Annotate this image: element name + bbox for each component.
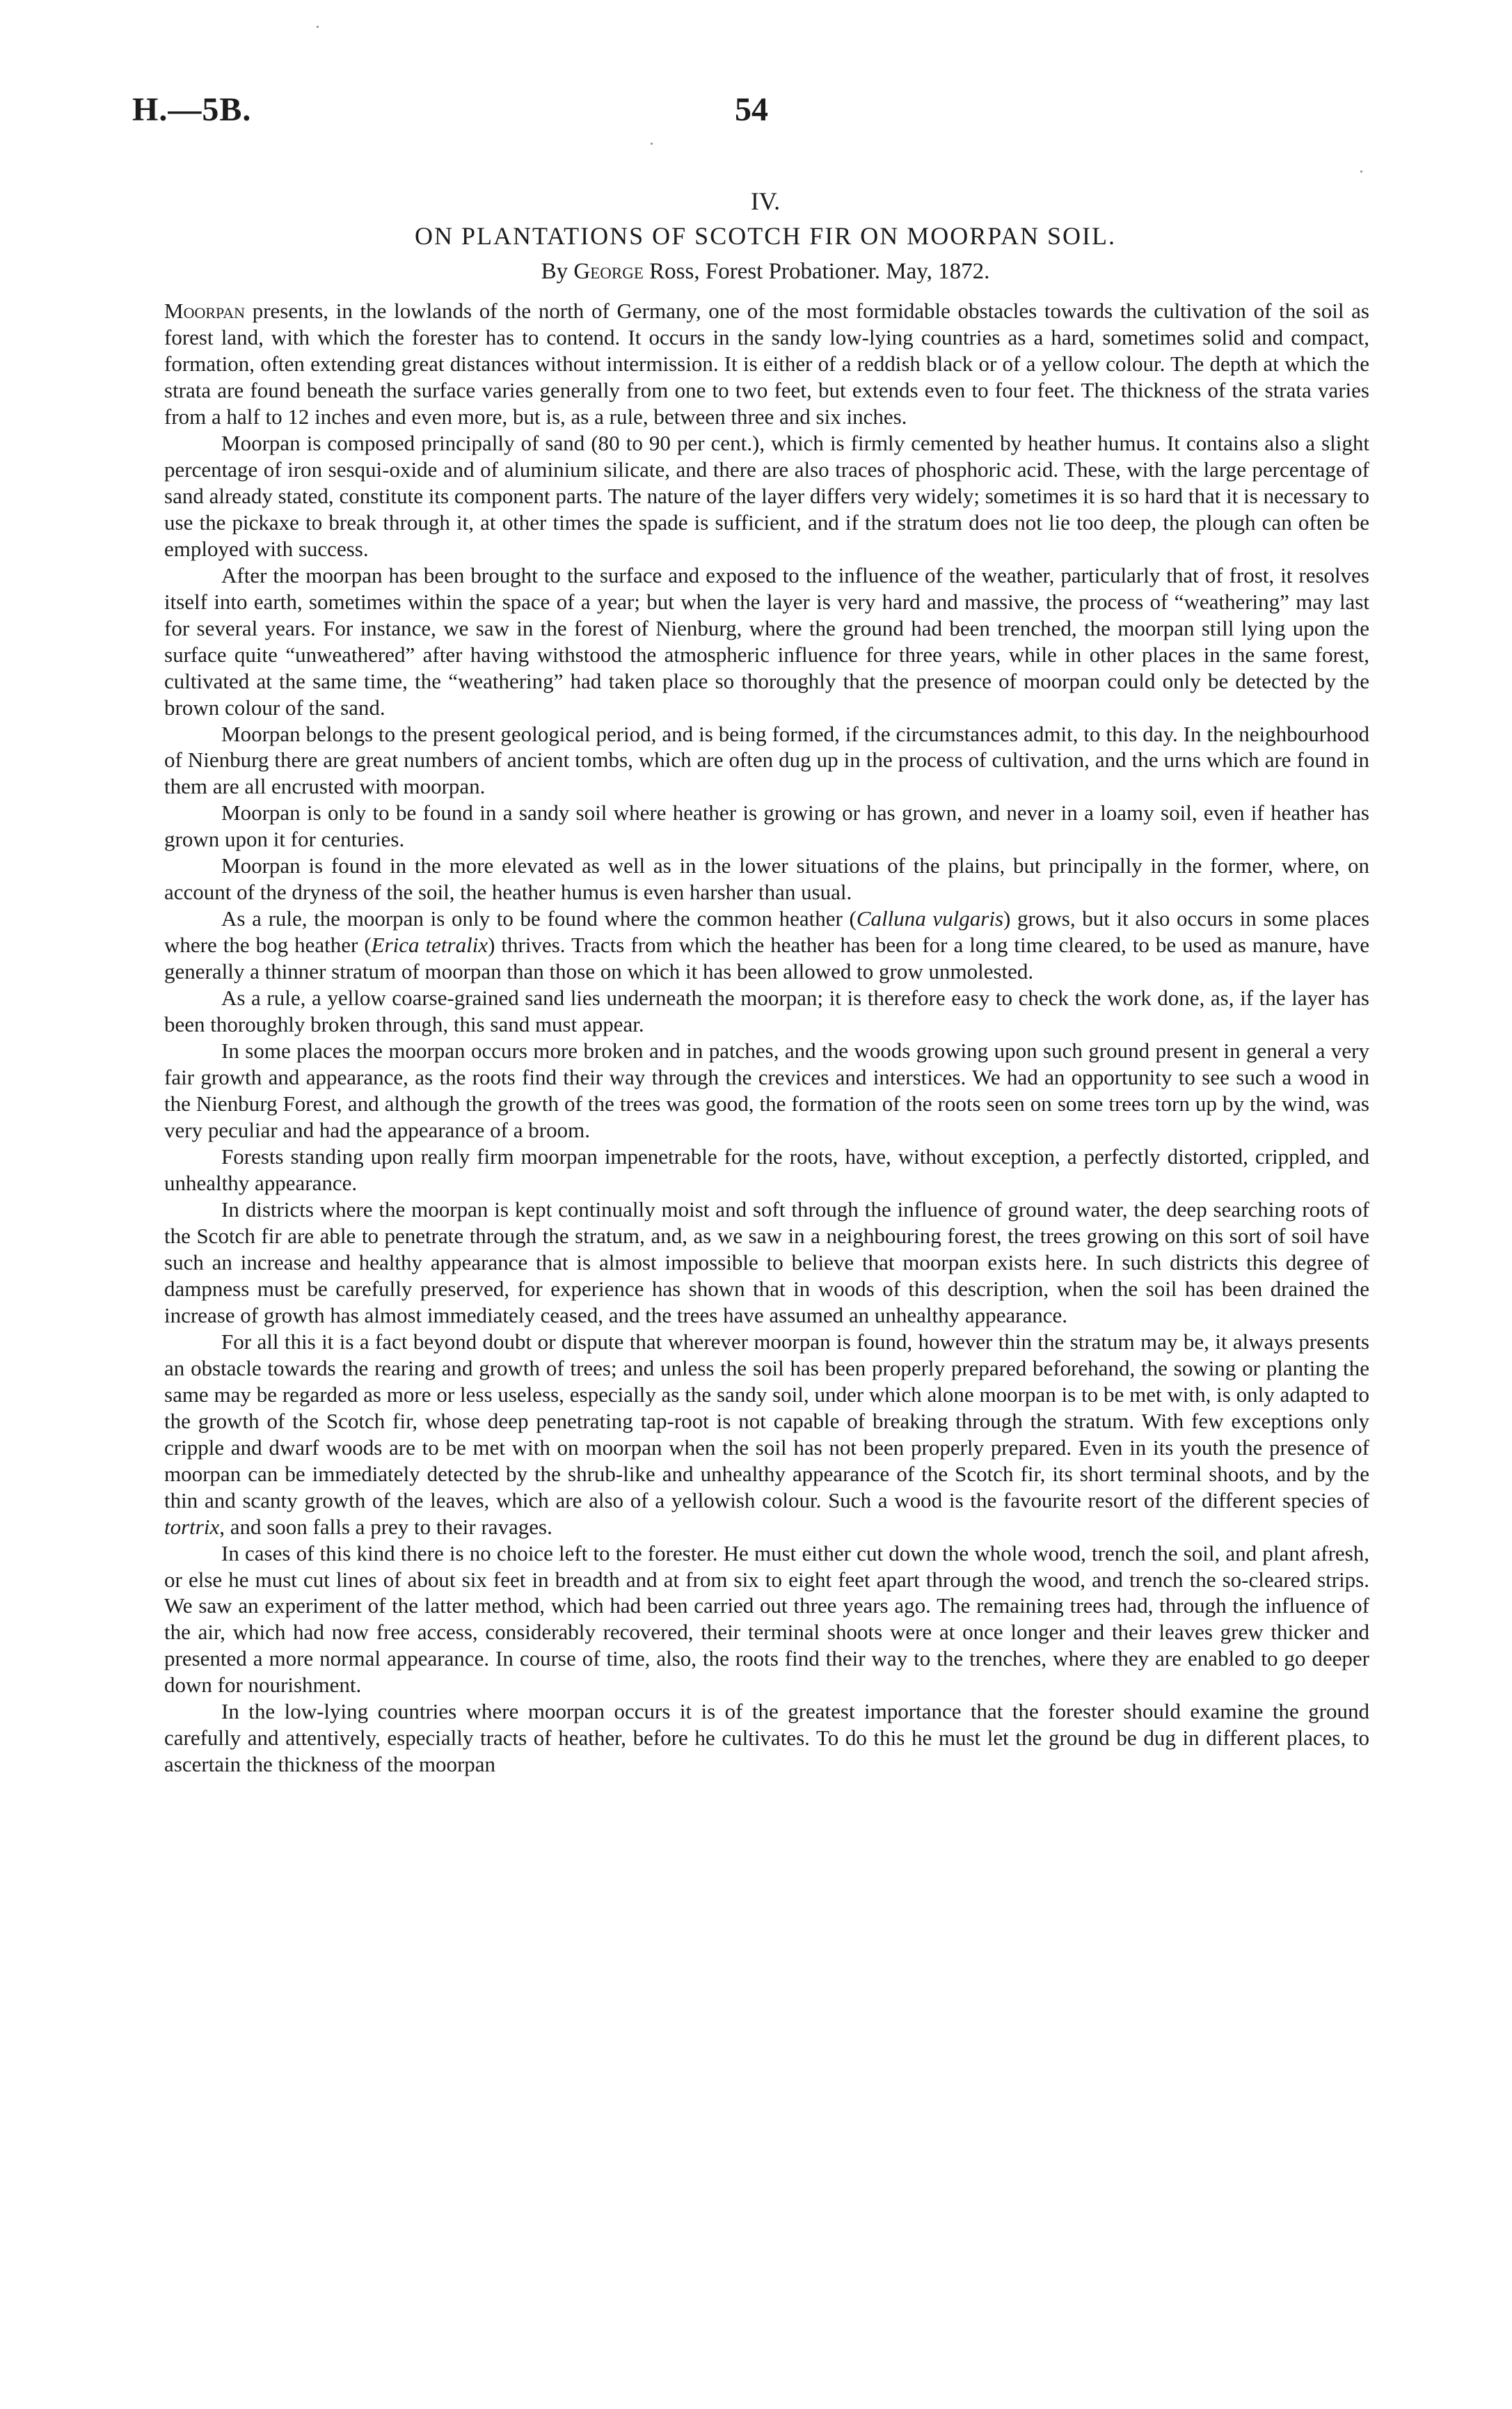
paragraph: After the moorpan has been brought to the surface and exposed to the influence of the weather, particularly that of frost, it resolves itself into earth, sometimes within the space of a year; but when the layer is very hard and massive, the process of “weathering” may last for several years. For instance, we saw in the forest of Nienburg, where the ground had been trenched, the moorpan still lying upon the surface quite “unweathered” after having withstood the atmospheric influence for three years, while in other places in the same forest, cultivated at the same time, the “weathering” had taken place so thoroughly that the presence of moorpan could only be detected by the brown colour of the sand.	[164, 562, 1369, 720]
italic-term: Erica tetralix	[371, 933, 488, 958]
paragraph: In the low-lying countries where moorpan occurs it is of the greatest importance that the forester should examine the ground carefully and attentively, especially tracts of heather, before he cultivates. To do this he must let the ground be dug in different places, to ascertain the thickness of the moorpan	[164, 1699, 1369, 1777]
byline	[174, 259, 1357, 285]
page-number: 54	[735, 91, 768, 128]
paragraph: Moorpan is only to be found in a sandy soil where heather is growing or has grown, and never in a loamy soil, even if heather has grown upon it for centuries.	[164, 800, 1369, 852]
scan-speck	[1360, 171, 1362, 173]
paragraph: Forests standing upon really firm moorpan impenetrable for the roots, have, without exception, a perfectly distorted, crippled, and unhealthy appearance.	[164, 1144, 1369, 1195]
author-last-name: Ross, Forest Probationer. May, 1872.	[643, 259, 990, 284]
paragraph: As a rule, a yellow coarse-grained sand lies underneath the moorpan; it is therefore easy to check the work done, as, if the layer has been thoroughly broken through, this sand must appear.	[164, 986, 1369, 1037]
byline-prefix: By	[541, 259, 574, 284]
paragraph: In districts where the moorpan is kept continually moist and soft through the influence of ground water, the deep searching roots of the Scotch fir are able to penetrate through the stratum, and, as we saw in a neighbouring forest, the trees growing on this sort of soil have such an increase and healthy appearance that is almost impossible to believe that moorpan exists here. In such districts this degree of dampness must be carefully preserved, for experience has shown that in woods of this description, when the soil has been drained the increase of growth has almost immediately ceased, and the trees have assumed an unhealthy appearance.	[164, 1196, 1369, 1327]
section-title: ON PLANTATIONS OF SCOTCH FIR ON MOORPAN SOIL.	[415, 222, 1116, 250]
paragraph: Moorpan is composed principally of sand (80 to 90 per cent.), which is firmly cemented by heather humus. It contains also a slight percentage of iron sesqui-oxide and of aluminium silicate, and there are also traces of phosphoric acid. These, with the large percentage of sand already stated, constitute its component parts. The nature of the layer differs very widely; sometimes it is so hard that it is necessary to use the pickaxe to break through it, at other times the spade is sufficient, and if the stratum does not lie too deep, the plough can often be employed with success.	[164, 430, 1369, 561]
paragraph: Moorpan belongs to the present geological period, and is being formed, if the circumstances admit, to this day. In the neighbourhood of Nienburg there are great numbers of ancient tombs, which are often dug up in the process of cultivation, and the urns which are found in them are all encrusted with moorpan.	[164, 721, 1369, 799]
paragraph: In some places the moorpan occurs more broken and in patches, and the woods growing upon such ground present in general a very fair growth and appearance, as the roots find their way through the crevices and interstices. We had an opportunity to see such a wood in the Nienburg Forest, and although the growth of the trees was good, the formation of the roots seen on some trees torn up by the wind, was very peculiar and had the appearance of a broom.	[164, 1038, 1369, 1143]
paragraph: In cases of this kind there is no choice left to the forester. He must either cut down the whole wood, trench the soil, and plant afresh, or else he must cut lines of about six feet in breadth and at from six to eight feet apart through the wood, and trench the so-cleared strips. We saw an experiment of the latter method, which had been carried out three years ago. The remaining trees had, through the influence of the air, which had now free access, considerably recovered, their terminal shoots were at once longer and their leaves grew thicker and presented a more normal appearance. In course of time, also, the roots find their way to the trenches, where they are enabled to go deeper down for nourishment.	[164, 1540, 1369, 1698]
article-body	[164, 298, 1369, 1778]
paragraph: For all this it is a fact beyond doubt or dispute that wherever moorpan is found, however thin the stratum may be, it always presents an obstacle towards the rearing and growth of trees; and unless the soil has been properly prepared beforehand, the sowing or planting the same may be regarded as more or less useless, especially as the sandy soil, under which alone moorpan is to be met with, is only adapted to the growth of the Scotch fir, whose deep penetrating tap-root is not capable of breaking through the stratum. With few exceptions only cripple and dwarf woods are to be met with on moorpan when the soil has not been properly prepared. Even in its youth the presence of moorpan can be immediately detected by the shrub-like and unhealthy appearance of the Scotch fir, its short terminal shoots, and by the thin and scanty growth of the leaves, which are also of a yellowish colour. Such a wood is the favourite resort of the different species of tortrix, and soon falls a prey to their ravages.	[164, 1329, 1369, 1539]
lead-word: Moorpan	[164, 299, 246, 323]
paragraph: Moorpan is found in the more elevated as well as in the lower situations of the plains, but principally in the former, where, on account of the dryness of the soil, the heather humus is even harsher than usual.	[164, 853, 1369, 905]
document-code: H.—5B.	[132, 91, 252, 128]
page-header	[132, 90, 1371, 139]
italic-term: tortrix	[164, 1514, 220, 1539]
italic-term: Calluna vulgaris	[856, 906, 1004, 931]
paragraph: Moorpan presents, in the lowlands of the north of Germany, one of the most formidable obstacles towards the cultivation of the soil as forest land, with which the forester has to contend. It occurs in the sandy low-lying countries as a hard, sometimes solid and compact, formation, often extending great distances without intermission. It is either of a reddish black or of a yellow colour. The depth at which the strata are found beneath the surface varies generally from one to two feet, but extends even to four feet. The thickness of the strata varies from a half to 12 inches and even more, but is, as a rule, between three and six inches.	[164, 299, 1369, 429]
author-first-name: George	[573, 259, 644, 284]
scan-speck	[651, 143, 653, 145]
paragraph: As a rule, the moorpan is only to be found where the common heather (Calluna vulgaris) grows, but it also occurs in some places where the bog heather (Erica tetralix) thrives. Tracts from which the heather has been for a long time cleared, to be used as manure, have generally a thinner stratum of moorpan than those on which it has been allowed to grow unmolested.	[164, 906, 1370, 984]
scan-speck	[317, 26, 319, 28]
section-number: IV.	[750, 187, 781, 215]
